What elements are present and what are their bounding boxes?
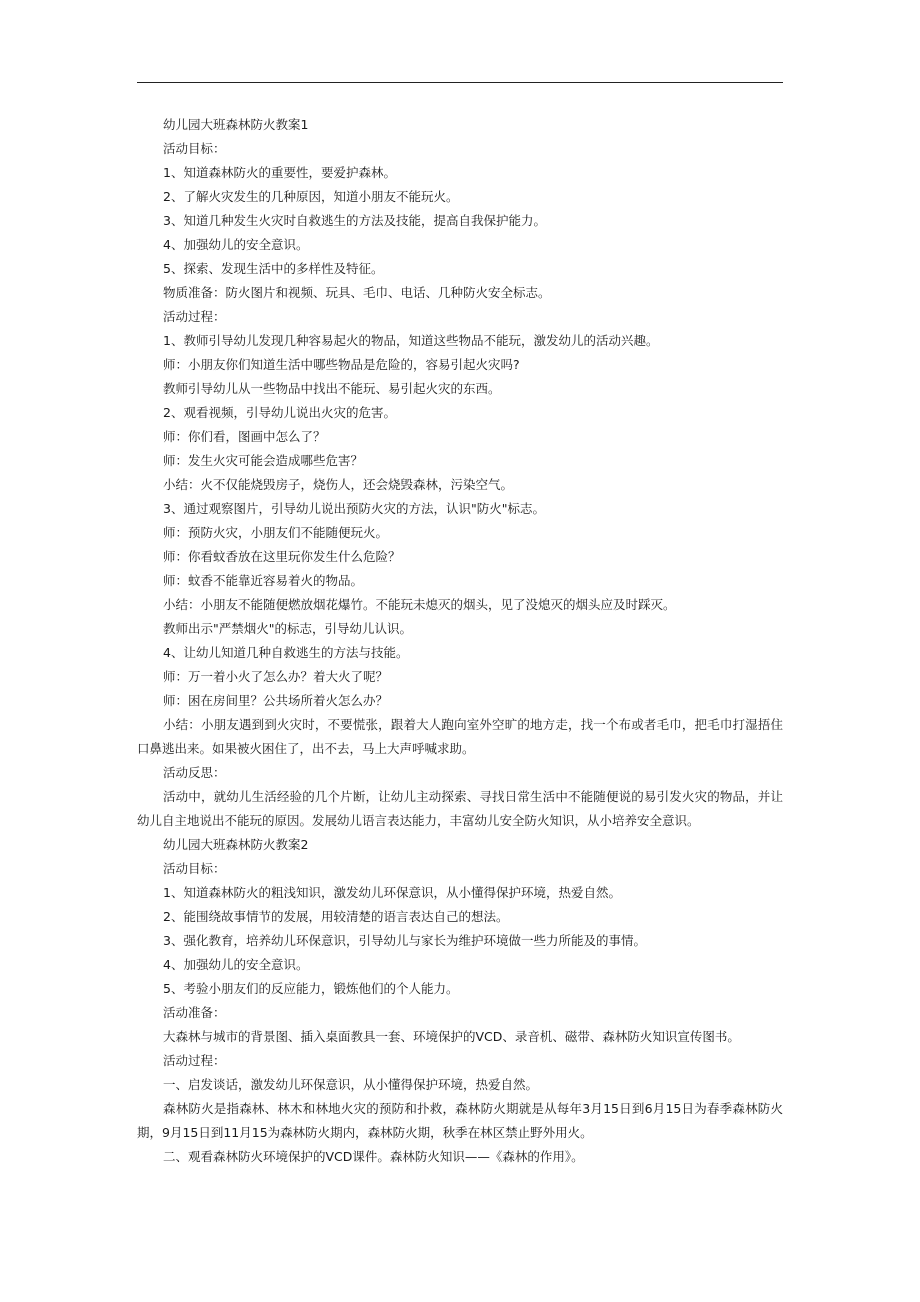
goal-item: 5、考验小朋友们的反应能力，锻炼他们的个人能力。 bbox=[163, 981, 459, 996]
lesson-1-title: 幼儿园大班森林防火教案1 bbox=[163, 117, 309, 132]
dialogue-line: 师：万一着小火了怎么办？着大火了呢？ bbox=[163, 669, 389, 684]
process-step: 3、通过观察图片，引导幼儿说出预防火灾的方法，认识"防火"标志。 bbox=[163, 501, 545, 516]
goal-item: 3、知道几种发生火灾时自救逃生的方法及技能，提高自我保护能力。 bbox=[163, 213, 546, 228]
summary-paragraph: 小结：小朋友遇到到火灾时，不要慌张，跟着大人跑向室外空旷的地方走，找一个布或者毛巾，把毛巾打湿捂住口鼻逃出来。如果被火困住了，出不去，马上大声呼喊求助。 bbox=[137, 717, 783, 756]
goal-item: 4、加强幼儿的安全意识。 bbox=[163, 957, 309, 972]
goal-item: 1、知道森林防火的粗浅知识，激发幼儿环保意识，从小懂得保护环境，热爱自然。 bbox=[163, 885, 621, 900]
materials-line: 物质准备：防火图片和视频、玩具、毛巾、电话、几种防火安全标志。 bbox=[163, 285, 551, 300]
lesson-2-title: 幼儿园大班森林防火教案2 bbox=[163, 837, 309, 852]
info-paragraph: 森林防火是指森林、林木和林地火灾的预防和扑救，森林防火期就是从每年3月15日到6月15日为春季森林防火期，9月15日到11月15为森林防火期内，森林防火期，秋季在林区禁止野外用火。 bbox=[137, 1101, 783, 1140]
reflection-paragraph: 活动中，就幼儿生活经验的几个片断，让幼儿主动探索、寻找日常生活中不能随便说的易引发火灾的物品，并让幼儿自主地说出不能玩的原因。发展幼儿语言表达能力，丰富幼儿安全防火知识，从小培养安全意识。 bbox=[137, 789, 783, 828]
section-heading-goals: 活动目标： bbox=[163, 141, 226, 156]
dialogue-line: 师：小朋友你们知道生活中哪些物品是危险的，容易引起火灾吗? bbox=[163, 357, 520, 372]
section-heading-preparation: 活动准备： bbox=[163, 1005, 226, 1020]
dialogue-line: 师：你看蚊香放在这里玩你发生什么危险？ bbox=[163, 549, 401, 564]
process-line: 教师引导幼儿从一些物品中找出不能玩、易引起火灾的东西。 bbox=[163, 381, 501, 396]
document-body bbox=[137, 113, 783, 1169]
process-step: 二、观看森林防火环境保护的VCD课件。森林防火知识——《森林的作用》。 bbox=[163, 1149, 584, 1164]
goal-item: 2、能围绕故事情节的发展，用较清楚的语言表达自己的想法。 bbox=[163, 909, 509, 924]
goal-item: 2、了解火灾发生的几种原因，知道小朋友不能玩火。 bbox=[163, 189, 459, 204]
dialogue-line: 师：困在房间里？公共场所着火怎么办？ bbox=[163, 693, 389, 708]
goal-item: 3、强化教育，培养幼儿环保意识，引导幼儿与家长为维护环境做一些力所能及的事情。 bbox=[163, 933, 646, 948]
section-heading-goals: 活动目标： bbox=[163, 861, 226, 876]
dialogue-line: 师：发生火灾可能会造成哪些危害？ bbox=[163, 453, 364, 468]
section-heading-process: 活动过程： bbox=[163, 1053, 226, 1068]
dialogue-line: 师：你们看，图画中怎么了？ bbox=[163, 429, 326, 444]
summary-line: 小结：火不仅能烧毁房子，烧伤人，还会烧毁森林，污染空气。 bbox=[163, 477, 514, 492]
summary-line: 小结：小朋友不能随便燃放烟花爆竹。不能玩未熄灭的烟头，见了没熄灭的烟头应及时踩灭。 bbox=[163, 597, 676, 612]
goal-item: 1、知道森林防火的重要性，要爱护森林。 bbox=[163, 165, 396, 180]
section-heading-process: 活动过程： bbox=[163, 309, 226, 324]
dialogue-line: 师：预防火灾，小朋友们不能随便玩火。 bbox=[163, 525, 389, 540]
process-step: 1、教师引导幼儿发现几种容易起火的物品，知道这些物品不能玩，激发幼儿的活动兴趣。 bbox=[163, 333, 659, 348]
dialogue-line: 师：蚊香不能靠近容易着火的物品。 bbox=[163, 573, 364, 588]
process-step: 4、让幼儿知道几种自救逃生的方法与技能。 bbox=[163, 645, 409, 660]
goal-item: 4、加强幼儿的安全意识。 bbox=[163, 237, 309, 252]
section-heading-reflection: 活动反思： bbox=[163, 765, 226, 780]
materials-line: 大森林与城市的背景图、插入桌面教具一套、环境保护的VCD、录音机、磁带、森林防火知识宣传图书。 bbox=[163, 1029, 740, 1044]
process-line: 教师出示"严禁烟火"的标志，引导幼儿认识。 bbox=[163, 621, 412, 636]
process-step: 一、启发谈话，激发幼儿环保意识，从小懂得保护环境，热爱自然。 bbox=[163, 1077, 539, 1092]
goal-item: 5、探索、发现生活中的多样性及特征。 bbox=[163, 261, 384, 276]
header-rule bbox=[137, 82, 783, 83]
process-step: 2、观看视频，引导幼儿说出火灾的危害。 bbox=[163, 405, 396, 420]
